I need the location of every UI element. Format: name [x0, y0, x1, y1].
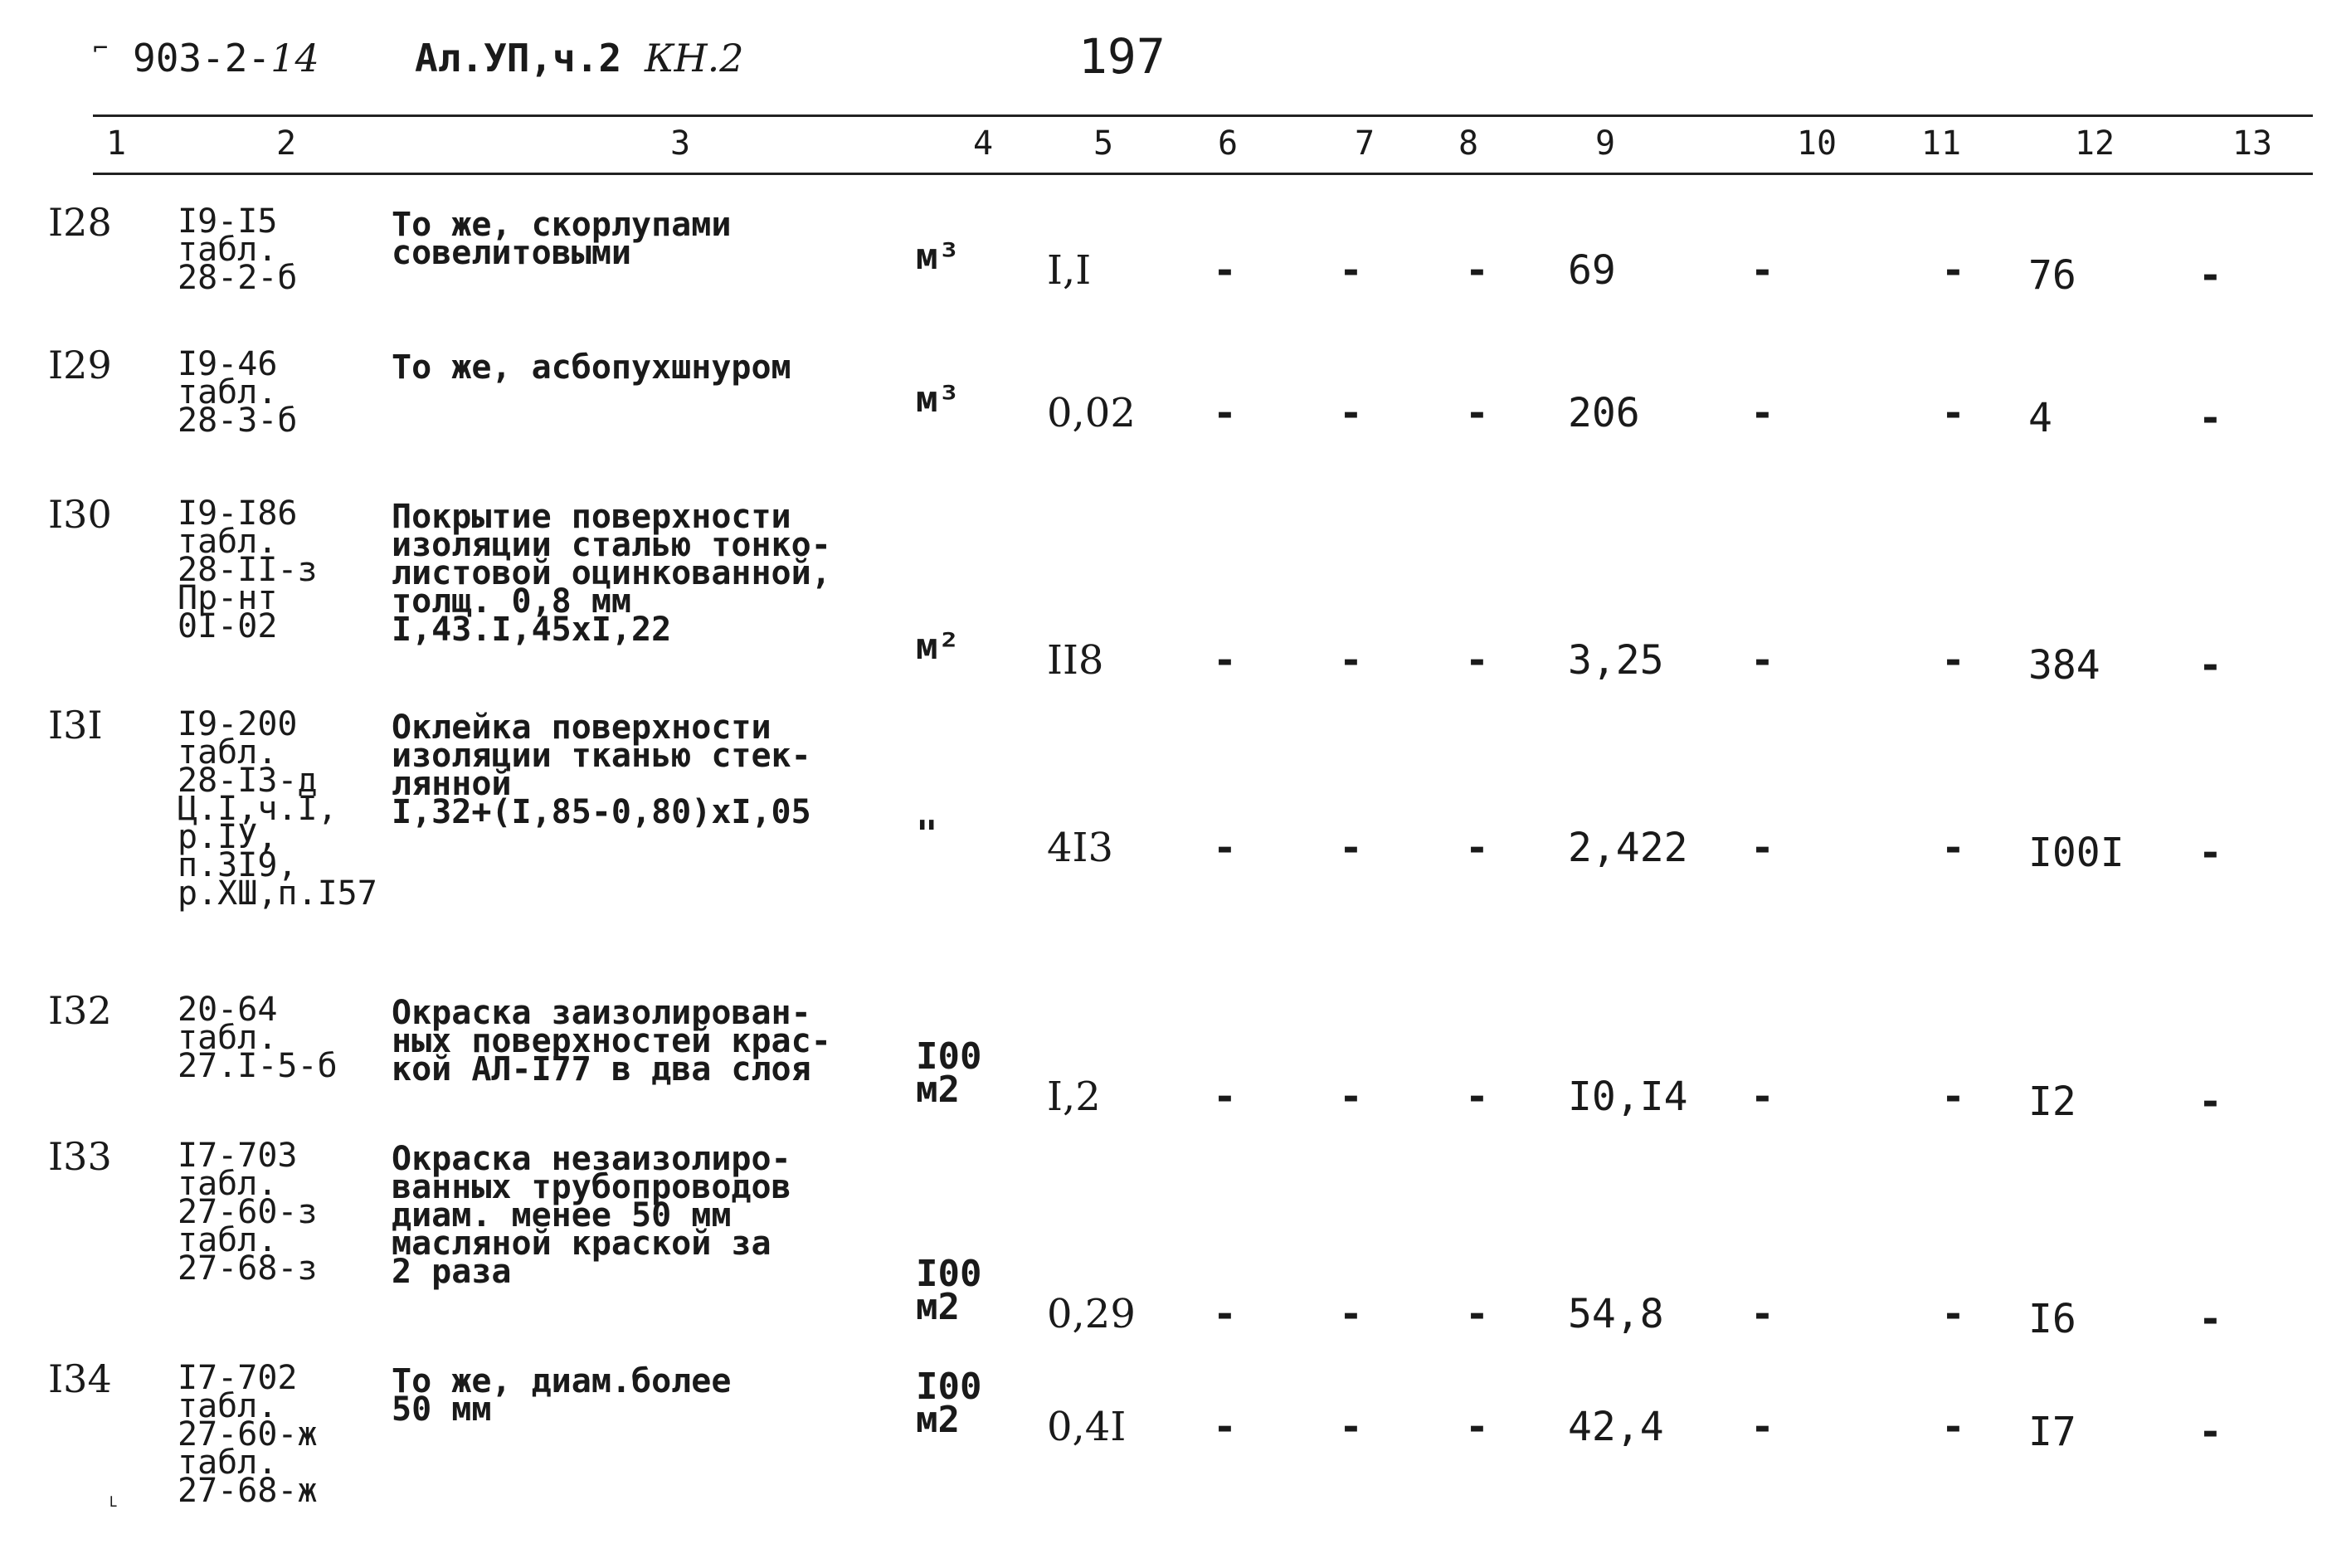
norm-reference-line: табл. [178, 1019, 278, 1057]
unit-of-measure [916, 813, 938, 855]
work-description-line: Окраска заизолирован- [392, 994, 811, 1032]
column-number-11: 11 [1920, 124, 1962, 163]
norm-reference-line: табл. [178, 373, 278, 411]
column-number-8: 8 [1458, 124, 1479, 163]
quantity: I,I [1047, 247, 1092, 294]
row-index: I30 [48, 492, 112, 537]
work-description-line: То же, диам.более [392, 1362, 732, 1400]
work-description-line: кой АЛ-I77 в два слоя [392, 1050, 811, 1088]
work-description-line: толщ. 0,8 мм [392, 582, 631, 621]
unit-line: м2 [916, 1069, 960, 1111]
row-index: I34 [48, 1356, 112, 1401]
value-c9: 206 [1568, 390, 1640, 436]
norm-reference-line: табл. [178, 523, 278, 561]
value-c9: 3,25 [1568, 637, 1664, 684]
unit-line: I00 [916, 1366, 982, 1408]
norm-reference-line: I9-200 [178, 705, 298, 743]
work-description-line: ных поверхностей крас- [392, 1022, 831, 1060]
norm-reference-line: р.ХШ,п.I57 [178, 874, 377, 913]
album-handwritten: КН.2 [644, 36, 744, 80]
work-description-line: листовой оцинкованной, [392, 554, 831, 592]
value-c12: I00I [2028, 830, 2125, 876]
value-c12: 384 [2028, 642, 2100, 689]
value-c11: - [1941, 247, 1965, 294]
value-c6: - [1213, 637, 1237, 684]
value-c13: - [2198, 642, 2222, 689]
value-c8: - [1465, 1291, 1489, 1337]
work-description [392, 348, 791, 387]
value-c13: - [2198, 1409, 2222, 1455]
value-c7: - [1339, 637, 1363, 684]
work-description-line: совелитовыми [392, 234, 631, 272]
norm-reference [178, 202, 298, 297]
quantity: 4I3 [1047, 825, 1114, 871]
value-c8: - [1465, 825, 1489, 871]
value-c9: 69 [1568, 247, 1616, 294]
value-c13: - [2198, 252, 2222, 299]
norm-reference-line: табл. [178, 231, 278, 269]
value-c11: - [1941, 825, 1965, 871]
unit-line: м³ [916, 236, 960, 278]
unit-line: м² [916, 626, 960, 668]
value-c10: - [1750, 1404, 1774, 1450]
norm-reference-line: 27-68-з [178, 1249, 318, 1288]
work-description-line: 50 мм [392, 1390, 492, 1429]
column-number-3: 3 [669, 124, 691, 163]
value-c11: - [1941, 1404, 1965, 1450]
corner-mark-top: ⌐ [93, 34, 109, 63]
norm-reference-line: 0I-02 [178, 607, 278, 645]
header-bottom-rule [93, 173, 2313, 175]
norm-reference-line: I7-703 [178, 1137, 298, 1175]
value-c6: - [1213, 1404, 1237, 1450]
work-description [392, 498, 831, 649]
norm-reference-line: 27-60-з [178, 1193, 318, 1231]
unit-of-measure [916, 236, 960, 278]
column-number-10: 10 [1796, 124, 1837, 163]
norm-reference-line: I9-I5 [178, 202, 278, 241]
doc-code [133, 33, 319, 83]
norm-reference-line: I9-I86 [178, 494, 298, 533]
quantity: 0,4I [1047, 1404, 1127, 1450]
column-number-1: 1 [105, 124, 127, 163]
work-description-line: Покрытие поверхности [392, 498, 791, 536]
norm-reference-line: табл. [178, 1444, 278, 1482]
doc-code-typed: 903-2- [133, 36, 271, 80]
value-c10: - [1750, 1074, 1774, 1120]
row-index: I33 [48, 1134, 112, 1179]
column-number-12: 12 [2074, 124, 2115, 163]
norm-reference-line: Пр-нт [178, 579, 278, 617]
unit-line: м³ [916, 378, 960, 421]
norm-reference-line: табл. [178, 1387, 278, 1425]
value-c8: - [1465, 390, 1489, 436]
value-c8: - [1465, 1074, 1489, 1120]
norm-reference-line: I7-702 [178, 1359, 298, 1397]
value-c12: I6 [2028, 1296, 2076, 1342]
row-index: I28 [48, 200, 112, 245]
value-c6: - [1213, 247, 1237, 294]
norm-reference [178, 705, 377, 913]
album-typed: Ал.УП,ч.2 [415, 36, 622, 80]
column-number-6: 6 [1217, 124, 1239, 163]
value-c7: - [1339, 1404, 1363, 1450]
work-description-line: масляной краской за [392, 1225, 771, 1263]
norm-reference-line: Ц.I,ч.I, [178, 790, 338, 828]
quantity: II8 [1047, 637, 1104, 684]
value-c9: 2,422 [1568, 825, 1688, 871]
work-description-line: изоляции сталью тонко- [392, 526, 831, 564]
norm-reference-line: 28-II-з [178, 551, 318, 589]
norm-reference-line: 27-68-ж [178, 1472, 318, 1510]
row-index: I29 [48, 343, 112, 387]
column-number-2: 2 [275, 124, 297, 163]
work-description-line: 2 раза [392, 1253, 512, 1291]
column-number-9: 9 [1594, 124, 1616, 163]
unit-line: I00 [916, 1035, 982, 1078]
column-number-7: 7 [1354, 124, 1375, 163]
page-number: 197 [1078, 28, 1166, 85]
value-c12: 4 [2028, 395, 2052, 441]
row-index: I32 [48, 988, 112, 1033]
unit-of-measure [916, 1035, 982, 1111]
row-index: I3I [48, 703, 103, 747]
column-number-5: 5 [1093, 124, 1114, 163]
norm-reference-line: р.IУ, [178, 818, 278, 856]
value-c8: - [1465, 1404, 1489, 1450]
unit-of-measure [916, 1366, 982, 1441]
norm-reference-line: I9-46 [178, 345, 278, 383]
norm-reference [178, 345, 298, 440]
value-c9: 54,8 [1568, 1291, 1664, 1337]
value-c7: - [1339, 825, 1363, 871]
norm-reference-line: 27-60-ж [178, 1415, 318, 1454]
value-c11: - [1941, 1074, 1965, 1120]
value-c10: - [1750, 1291, 1774, 1337]
norm-reference-line: 27.I-5-б [178, 1047, 338, 1085]
value-c11: - [1941, 1291, 1965, 1337]
norm-reference [178, 494, 318, 645]
value-c9: 42,4 [1568, 1404, 1664, 1450]
work-description-line: изоляции тканью стек- [392, 737, 811, 775]
norm-reference [178, 991, 338, 1085]
value-c11: - [1941, 390, 1965, 436]
album-ref [415, 33, 744, 83]
value-c11: - [1941, 637, 1965, 684]
value-c10: - [1750, 247, 1774, 294]
norm-reference-line: табл. [178, 1221, 278, 1259]
work-description-line: диам. менее 50 мм [392, 1196, 732, 1234]
work-description [392, 206, 732, 272]
value-c10: - [1750, 825, 1774, 871]
value-c7: - [1339, 390, 1363, 436]
work-description-line: ванных трубопроводов [392, 1168, 791, 1206]
value-c12: I2 [2028, 1079, 2076, 1125]
value-c7: - [1339, 1074, 1363, 1120]
value-c8: - [1465, 637, 1489, 684]
work-description-line: То же, скорлупами [392, 206, 732, 244]
value-c12: 76 [2028, 252, 2076, 299]
quantity: 0,02 [1047, 390, 1136, 436]
value-c13: - [2198, 1079, 2222, 1125]
value-c12: I7 [2028, 1409, 2076, 1455]
column-number-13: 13 [2232, 124, 2273, 163]
unit-line: I00 [916, 1253, 982, 1295]
work-description-line: лянной [392, 765, 512, 803]
work-description-line: Оклейка поверхности [392, 709, 771, 747]
value-c10: - [1750, 390, 1774, 436]
work-description-line: Окраска незаизолиро- [392, 1140, 791, 1178]
work-description-line: I,32+(I,85-0,80)xI,05 [392, 793, 811, 831]
unit-of-measure [916, 626, 960, 668]
norm-reference [178, 1359, 318, 1510]
unit-line: м2 [916, 1399, 960, 1441]
value-c13: - [2198, 395, 2222, 441]
value-c13: - [2198, 830, 2222, 876]
quantity: 0,29 [1047, 1291, 1136, 1337]
norm-reference-line: табл. [178, 1165, 278, 1203]
work-description [392, 709, 811, 831]
value-c8: - [1465, 247, 1489, 294]
norm-reference-line: 28-3-б [178, 402, 298, 440]
work-description-line: I,43.I,45xI,22 [392, 611, 672, 649]
value-c6: - [1213, 390, 1237, 436]
value-c10: - [1750, 637, 1774, 684]
corner-mark-bottom: ˪ [106, 1484, 122, 1513]
work-description-line: То же, асбопухшнуром [392, 348, 791, 387]
norm-reference-line: 20-64 [178, 991, 278, 1029]
work-description [392, 1362, 732, 1429]
work-description [392, 994, 831, 1088]
norm-reference-line: табл. [178, 733, 278, 772]
norm-reference [178, 1137, 318, 1288]
value-c7: - [1339, 247, 1363, 294]
unit-line: м2 [916, 1286, 960, 1328]
value-c6: - [1213, 1291, 1237, 1337]
value-c7: - [1339, 1291, 1363, 1337]
value-c6: - [1213, 1074, 1237, 1120]
work-description [392, 1140, 791, 1291]
column-number-4: 4 [972, 124, 994, 163]
value-c6: - [1213, 825, 1237, 871]
table-top-rule [93, 114, 2313, 117]
unit-of-measure [916, 1253, 982, 1328]
norm-reference-line: п.3I9, [178, 846, 298, 884]
norm-reference-line: 28-I3-д [178, 762, 318, 800]
value-c9: I0,I4 [1568, 1074, 1688, 1120]
unit-of-measure [916, 378, 960, 421]
norm-reference-line: 28-2-б [178, 259, 298, 297]
quantity: I,2 [1047, 1074, 1101, 1120]
value-c13: - [2198, 1296, 2222, 1342]
unit-line: " [916, 813, 938, 855]
doc-code-handwritten: 14 [270, 36, 319, 80]
